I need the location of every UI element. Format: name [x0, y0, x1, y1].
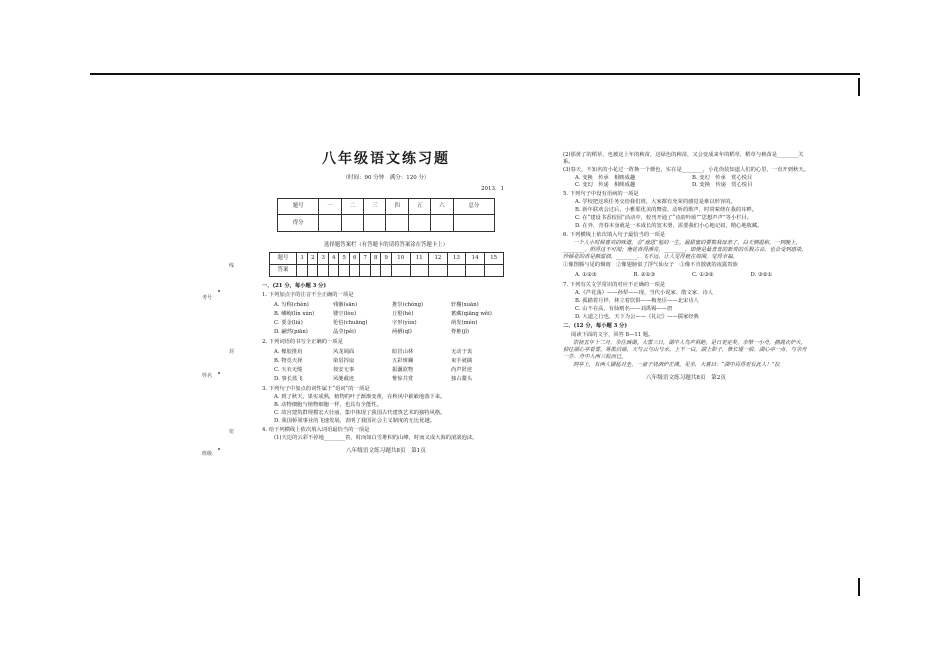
option-line: B. 动物细胞与植物细胞一样，也具有全能性。 [274, 401, 382, 408]
option-item: 残骸(sān) [333, 302, 358, 309]
question-6-items: ①像图腾与见的烟雨 ②像翅膀似了浮气仙女子 ③像不肯散就的夜露贵族 [563, 261, 738, 268]
binding-label-secret: 密 [229, 429, 235, 435]
option-line: C. 山不在高，有仙则名——刘禹锡——唐 [575, 305, 673, 312]
option-item: 按安无事 [333, 366, 355, 373]
score-header: 六 [431, 198, 453, 215]
binding-dot [218, 372, 220, 374]
answer-cell[interactable] [391, 265, 410, 277]
answer-number: 3 [318, 253, 329, 265]
question-6: 6. 下列横线上依次填入句子最恰当的一项是 [563, 231, 666, 238]
exam-page-2 [563, 151, 809, 382]
answer-cell[interactable] [297, 265, 308, 277]
option-item: 惟惊共赏 [392, 375, 414, 382]
answer-number: 5 [339, 253, 350, 265]
section-one-heading: 一、(21 分，每小题 3 分) [262, 283, 326, 290]
answer-number: 11 [410, 253, 429, 265]
option-item: 镂空(lòu) [333, 311, 357, 318]
option-item: 尚声匿迹 [451, 366, 473, 373]
binding-dot [218, 448, 220, 450]
score-table [277, 198, 495, 232]
option-item: 两栖(qī) [392, 329, 412, 336]
question-6-options [563, 271, 809, 280]
question-1: 1. 下列加点字的注音不全正确的一项是 [262, 292, 354, 299]
score-header: 总分 [453, 198, 494, 215]
score-header: 四 [386, 198, 408, 215]
reading-intro: 阅读下面的文字，回答 8—11 题。 [571, 331, 654, 338]
question-2-options [262, 348, 510, 384]
exam-subtitle: （时间：90 分钟 满分：120 分） [342, 175, 430, 182]
score-header: 一 [319, 198, 341, 215]
option-item: B. 变幻 传承 赏心悦目 [692, 174, 753, 181]
answer-cell[interactable] [447, 265, 466, 277]
question-7-options [563, 290, 809, 321]
option-item: C. 变幻 传递 相映成趣 [575, 181, 636, 188]
exam-page-1 [262, 150, 510, 455]
question-4: 4. 给下列横线上依次填入词语最恰当的一项是 [262, 426, 370, 433]
answer-number: 10 [391, 253, 410, 265]
answer-number: 6 [349, 253, 360, 265]
top-border-line [90, 73, 860, 75]
option-line: C. 在“建设书香校园”活动中，校刊开通了“诗韵吟颂”“思想声声”等小栏目。 [575, 214, 753, 221]
score-cell[interactable] [408, 215, 430, 232]
answer-cell[interactable] [328, 265, 339, 277]
answer-number: 7 [360, 253, 371, 265]
option-item: 推崇(chóng) [392, 302, 424, 309]
answer-cell[interactable] [466, 265, 485, 277]
answer-cell[interactable] [339, 265, 350, 277]
question-7: 7. 下列有关文学常识的对应不正确的一项是 [563, 281, 666, 288]
answer-number: 4 [328, 253, 339, 265]
answer-number: 12 [429, 253, 448, 265]
question-3-options [262, 394, 510, 425]
page-footer-2: 八年级语文练习题共8页 第2页 [646, 374, 726, 381]
option-item: 蓄藏(qiāng wěi) [451, 311, 492, 318]
option-item: 振囊欲物 [392, 366, 414, 373]
option-item: D. 变换 传递 赏心悦目 [692, 181, 753, 188]
answer-cell[interactable] [349, 265, 360, 277]
option-line: D. 大道之行也，天下为公——《礼记》——儒家经典 [575, 313, 699, 320]
option-item: C. ①③② [692, 271, 714, 278]
option-item: 暗冒山林 [392, 348, 414, 355]
reading-passage-para-2: 到亭上，有两人铺毡对坐，一童子烧酒炉正沸。见余，大喜曰：“湖中焉得更有此人！”拉 [573, 361, 780, 368]
option-line: B. 孤描着月样，林立着饮俱——梅尧臣——北宋诗人 [575, 297, 699, 304]
question-4-part-2: (2)那黄了的稻草，也被这上年的秧苗，这绿色的秧苗，又会变成来年的稻草，稻草与秧苗是________关系。 [563, 152, 804, 165]
option-line: A. 学校把这项任务交给我们班，大家都有充荣的感觉是难以形容的。 [575, 198, 736, 205]
right-edge-mark-top [858, 78, 860, 96]
question-1-options [262, 301, 510, 337]
option-item: C. 天衣无缝 [274, 366, 303, 373]
option-item: 染眉挥扇 [333, 357, 355, 364]
option-item: A. 匀称(chèn) [274, 302, 309, 309]
answer-table [269, 252, 504, 277]
binding-label-seal: 封 [229, 349, 235, 355]
answer-cell[interactable] [484, 265, 503, 277]
answer-number: 13 [447, 253, 466, 265]
score-header: 五 [408, 198, 430, 215]
option-item: D. ③②① [750, 271, 773, 278]
answer-number: 1 [297, 253, 308, 265]
answer-cell[interactable] [307, 265, 318, 277]
option-item: A. 变换 传承 相映成趣 [575, 174, 636, 181]
option-line: A.《芦花荡》——孙犁——现，当代小说家、散文家、诗人 [575, 289, 713, 296]
answer-header-label: 题号 [269, 253, 297, 265]
option-item: 晶莹(pěi) [333, 329, 356, 336]
binding-label-class: 班级 [202, 451, 213, 457]
option-item: 独占鳌头 [451, 375, 473, 382]
option-line: D. 我国桥梁事业的飞速发展，表明了我国社会主义制度的无比优越。 [274, 417, 436, 424]
option-item: D. 翩然(piān) [274, 329, 308, 336]
score-header: 三 [364, 198, 386, 215]
option-item: 风驰截迹 [333, 375, 355, 382]
question-4-text: (1)天边的云彩不停地________着，时而如白雪堆积的山峰，时而又成大海的滚滚泡沫。 [274, 434, 478, 441]
option-item: B. ②①③ [633, 271, 656, 278]
answer-cell[interactable] [318, 265, 329, 277]
option-item: 风龙阔面 [333, 348, 355, 355]
option-item: B. 嶙峋(lín xún) [274, 311, 315, 318]
exam-title: 八年级语文练习题 [322, 151, 450, 167]
answer-notice: 选择题答案栏（有答题卡的请将答案涂在答题卡上） [324, 241, 448, 248]
answer-cell[interactable] [370, 265, 381, 277]
question-5-options [563, 199, 809, 230]
answer-number: 2 [307, 253, 318, 265]
score-cell[interactable] [453, 215, 494, 232]
option-item: 伦俗(chuāng) [333, 320, 368, 327]
question-4-part-3: (3)春天，不知名的小花过一阵换一个颜色，实在是________，小花伪装知道人们的心里，一直开到秋天。 [563, 166, 809, 173]
option-line: A. 到了秋天，果实成熟，植物的叶子渐渐变黄，在秋风中簌簌地落下来。 [274, 393, 446, 400]
option-item: 字形(yùn) [392, 320, 417, 327]
option-item: 无动于衷 [451, 348, 473, 355]
score-cell[interactable] [364, 215, 386, 232]
answer-cell[interactable] [381, 265, 392, 277]
option-item: 丘壑(hè) [392, 311, 414, 318]
option-item: 萌发(mén) [451, 320, 478, 327]
score-row-label: 得分 [278, 215, 319, 232]
exam-date: 2013．1 [481, 185, 504, 192]
answer-number: 8 [370, 253, 381, 265]
binding-dot [218, 290, 220, 292]
option-item: A. ①②③ [575, 271, 597, 278]
score-header: 题号 [278, 198, 319, 215]
answer-cell[interactable] [410, 265, 429, 277]
answer-number: 15 [484, 253, 503, 265]
option-item: 脊椎(jǐ) [451, 329, 470, 336]
score-cell[interactable] [386, 215, 408, 232]
option-item: C. 要金(liú) [274, 320, 303, 327]
question-5: 5. 下列句子中没有语病的一项是 [563, 190, 639, 197]
option-item: D. 事长蓝飞 [274, 375, 303, 382]
option-line: C. 故宫建筑群规模宏大壮丽，集中体现了我国古代建筑艺术的独特风格。 [274, 409, 446, 416]
option-item: 轩榭(xuān) [451, 302, 479, 309]
page-footer-1: 八年级语文练习题共8页 第1页 [346, 447, 426, 454]
binding-label-name: 姓名 [202, 373, 213, 379]
reading-passage-para-1: 崇祯五年十二月，余住西湖。大雪三日，湖中人鸟声俱绝。是日更定矣，余拏一小舟，拥毳衣炉火，独往湖心亭看雪。雾凇沆砀，天与云与山与水，上下一白。湖上影子，惟长堤一痕、湖心亭一点、与余舟一芥、舟中人两三粒而已。 [563, 339, 807, 360]
binding-label-line: 线 [229, 263, 235, 269]
score-header: 二 [341, 198, 363, 215]
answer-number: 14 [466, 253, 485, 265]
option-item: 束手就擒 [451, 357, 473, 364]
option-item: 五彩斑斓 [392, 357, 414, 364]
question-4-options [563, 175, 809, 189]
question-6-passage: 一个人小时候喜欢的味道，会“盘思”他的一生。最甜蜜的要数我母亲了，白天侧温和，一到晚上，________，照得这不可闻；俺花香得漂亮，________，即使是最普普的新贵的乐极古音，也会受到感染，珍稀花的香是颇温润，________，飞不远，让人觉得就在周围，觉得幸福。 [563, 239, 807, 260]
answer-cell[interactable] [360, 265, 371, 277]
question-3: 3. 下列句子中加点的词性属于“语词”的一项是 [262, 385, 370, 392]
score-cell[interactable] [319, 215, 341, 232]
score-cell[interactable] [341, 215, 363, 232]
option-item: A. 橡胶推肩 [274, 348, 303, 355]
binding-label-exam-number: 考号 [202, 295, 213, 301]
question-2: 2. 下列词语的书写全正确的一项是 [262, 339, 343, 345]
option-line: B. 新年联欢会过后，小雅那优美的舞姿，动听的歌声，时常萦绕在我的耳畔。 [575, 206, 758, 213]
answer-cell[interactable] [429, 265, 448, 277]
score-cell[interactable] [431, 215, 453, 232]
right-edge-mark-bottom [858, 578, 860, 596]
option-item: B. 物竞天择 [274, 357, 303, 364]
answer-row-label: 答案 [269, 265, 297, 277]
option-line: D. 在外，青春本身就是一本成长的宽木册，需要我们小心地记叙，精心地收藏。 [575, 222, 763, 229]
section-two-heading: 二、(12 分，每小题 3 分) [563, 322, 627, 329]
answer-number: 9 [381, 253, 392, 265]
